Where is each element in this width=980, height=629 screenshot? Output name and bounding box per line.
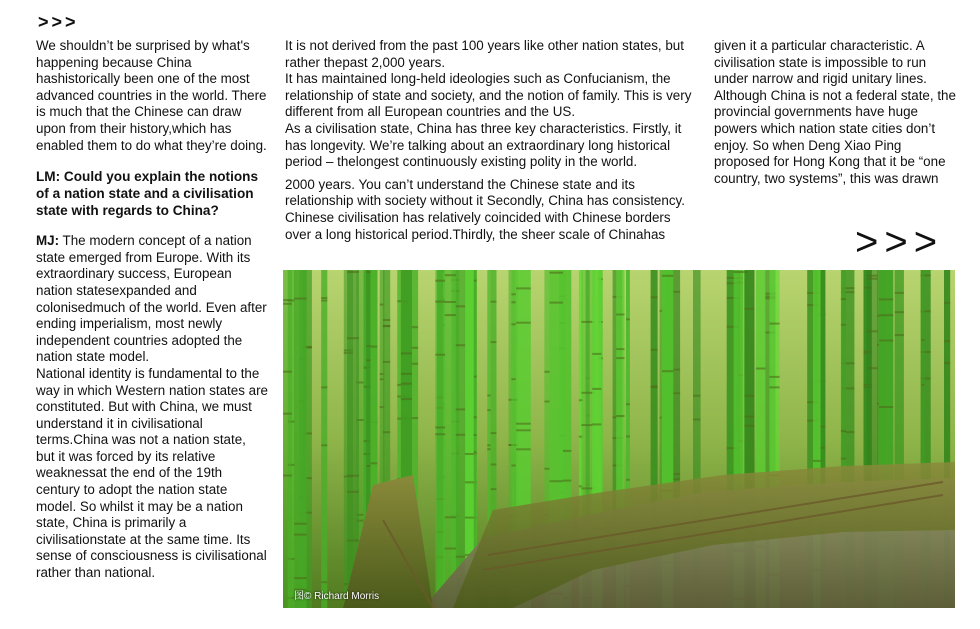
bamboo-node <box>841 324 846 326</box>
bamboo-node <box>366 345 370 347</box>
bamboo-node <box>321 444 327 446</box>
bamboo-node <box>435 433 445 435</box>
bamboo-node <box>474 434 477 436</box>
bamboo-node <box>821 447 826 449</box>
bamboo-node <box>444 548 456 550</box>
bamboo-illustration <box>283 270 955 608</box>
bamboo-node <box>841 298 846 300</box>
bamboo-node <box>662 275 674 277</box>
bamboo-node <box>283 475 292 477</box>
bamboo-node <box>455 434 465 436</box>
bamboo-node <box>516 429 531 431</box>
bamboo-node <box>544 401 549 403</box>
bamboo-node <box>895 334 904 336</box>
bamboo-node <box>455 556 465 558</box>
interview-question: LM: Could you explain the notions of a nation state and a civilisation state with regards to China? <box>36 169 259 219</box>
bamboo-stalk <box>283 270 292 608</box>
bamboo-node <box>366 359 370 361</box>
bamboo-forest-photo <box>283 270 955 608</box>
bamboo-node <box>435 427 445 429</box>
bamboo-stalk <box>321 270 327 608</box>
section-arrow-small: >>> <box>38 12 79 32</box>
column-left <box>36 38 268 582</box>
bamboo-node <box>770 386 780 388</box>
bamboo-node <box>455 344 465 346</box>
bamboo-node <box>651 296 658 298</box>
bamboo-node <box>821 426 826 428</box>
bamboo-node <box>347 271 359 273</box>
bamboo-node <box>383 361 390 363</box>
bamboo-node <box>383 431 390 433</box>
bamboo-stalk <box>294 270 306 608</box>
bamboo-node <box>626 318 630 320</box>
bamboo-node <box>321 300 327 302</box>
bamboo-node <box>474 280 477 282</box>
bamboo-node <box>383 319 390 321</box>
bamboo-node <box>294 534 306 536</box>
bamboo-node <box>895 311 904 313</box>
bamboo-node <box>744 425 754 427</box>
bamboo-node <box>294 577 306 579</box>
bamboo-stalk <box>435 270 445 608</box>
bamboo-node <box>435 301 445 303</box>
answer-text: The modern concept of a nation state emerged from Europe. With its extraordinary success, European nation statesexpanded and colonisedmuch of the world. Even after ending imperialism, most newly independent countries adopted the nation state model. <box>36 233 267 365</box>
bamboo-node <box>370 346 377 348</box>
bamboo-node <box>562 450 571 452</box>
bamboo-node <box>693 395 701 397</box>
bamboo-node <box>879 314 893 316</box>
bamboo-node <box>550 302 564 304</box>
bamboo-node <box>550 480 564 482</box>
bamboo-node <box>744 395 754 397</box>
bamboo-node <box>491 341 497 343</box>
bamboo-node <box>511 323 515 325</box>
bamboo-node <box>867 275 878 277</box>
bamboo-node <box>321 581 327 583</box>
bamboo-node <box>944 362 950 364</box>
bamboo-node <box>592 388 601 390</box>
bamboo-node <box>321 386 327 388</box>
column-right <box>714 38 960 187</box>
national-identity-paragraph: National identity is fundamental to the way in which Western nation states are constituted. But with China, we must understand it in civilisational terms.China was not a nation state, but it was forced by its relative weaknessat the end of the 19th century to adopt the nation state model. So whilst it may be a nation state, China is primarily a civilisationstate at the same time. Its sense of consciousness is civilisational rather than national. <box>36 365 268 581</box>
bamboo-node <box>516 423 531 425</box>
bamboo-node <box>616 348 624 350</box>
bamboo-node <box>879 406 893 408</box>
bamboo-node <box>895 292 904 294</box>
bamboo-node <box>455 305 465 307</box>
bamboo-node <box>651 349 658 351</box>
bamboo-node <box>474 451 477 453</box>
bamboo-node <box>435 280 445 282</box>
bamboo-node <box>592 423 601 425</box>
middle-paragraph-1: It is not derived from the past 100 years like other nation states, but rather thepast 2,000 years. <box>285 38 684 70</box>
bamboo-node <box>626 479 630 481</box>
bamboo-node <box>283 299 292 301</box>
bamboo-node <box>770 323 780 325</box>
bamboo-node <box>487 395 490 397</box>
bamboo-node <box>474 416 477 418</box>
bamboo-node <box>455 408 465 410</box>
bamboo-node <box>662 370 674 372</box>
bamboo-node <box>444 274 456 276</box>
bamboo-node <box>511 378 515 380</box>
bamboo-node <box>474 376 477 378</box>
bamboo-node <box>283 413 292 415</box>
bamboo-node <box>487 444 490 446</box>
bamboo-node <box>491 464 497 466</box>
bamboo-node <box>435 354 445 356</box>
bamboo-node <box>370 462 377 464</box>
bamboo-node <box>366 465 370 467</box>
bamboo-node <box>283 371 292 373</box>
photo-credit: 图© Richard Morris <box>294 591 380 602</box>
bamboo-node <box>550 272 564 274</box>
bamboo-node <box>651 386 658 388</box>
bamboo-node <box>616 357 624 359</box>
bamboo-node <box>944 340 950 342</box>
middle-paragraph-2: It has maintained long-held ideologies such as Confucianism, the relationship of state and society, and the notion of family. This is very different from all European countries and the US. <box>285 71 692 120</box>
bamboo-node <box>867 278 878 280</box>
bamboo-node <box>562 480 571 482</box>
bamboo-node <box>347 337 359 339</box>
bamboo-node <box>592 353 601 355</box>
bamboo-node <box>544 371 549 373</box>
bamboo-node <box>401 373 412 375</box>
middle-paragraph-3: As a civilisation state, China has three key characteristics. Firstly, it has longevity. We’re talking about an extraordinary long historical period – thelongest continuously existing polity in the world. <box>285 120 682 170</box>
bamboo-node <box>616 314 624 316</box>
bamboo-node <box>444 301 456 303</box>
bamboo-node <box>841 430 846 432</box>
bamboo-node <box>756 368 766 370</box>
bamboo-node <box>444 516 456 518</box>
bamboo-node <box>294 523 306 525</box>
bamboo-node <box>401 352 412 354</box>
bamboo-node <box>511 301 515 303</box>
bamboo-node <box>444 314 456 316</box>
bamboo-node <box>383 325 390 327</box>
bamboo-node <box>944 302 950 304</box>
continue-arrow: >>> <box>855 220 944 264</box>
bamboo-node <box>294 298 306 300</box>
bamboo-node <box>879 298 893 300</box>
bamboo-node <box>626 435 630 437</box>
speaker-label: MJ: <box>36 233 60 249</box>
bamboo-node <box>401 398 412 400</box>
bamboo-node <box>516 322 531 324</box>
bamboo-node <box>491 301 497 303</box>
bamboo-node <box>921 339 924 341</box>
bamboo-node <box>347 540 359 542</box>
bamboo-node <box>544 468 549 470</box>
bamboo-node <box>616 415 624 417</box>
middle-paragraph-4: 2000 years. You can’t understand the Chinese state and its relationship with society without it Secondly, China has consistency. Chinese civilisation has relatively coincided with Chinese borders over a long historical period.Thirdly, the sheer scale of Chinahas <box>285 176 685 242</box>
bamboo-node <box>511 293 515 295</box>
bamboo-node <box>491 432 497 434</box>
bamboo-node <box>401 383 412 385</box>
bamboo-node <box>744 308 754 310</box>
right-paragraph-1: given it a particular characteristic. A civilisation state is impossible to run under narrow and rigid unitary lines. Although China is not a federal state, the provincial governments have huge powers which nation state cities don’t enjoy. So when Deng Xiao Ping proposed for Hong Kong that it be “one country, two systems”, this was drawn <box>714 38 956 186</box>
bamboo-node <box>867 330 878 332</box>
bamboo-node <box>879 340 893 342</box>
answer-paragraph <box>36 233 268 366</box>
bamboo-node <box>366 271 370 273</box>
bamboo-node <box>321 297 327 299</box>
bamboo-node <box>626 403 630 405</box>
bamboo-node <box>770 376 780 378</box>
bamboo-node <box>511 465 515 467</box>
bamboo-stalk <box>444 270 456 608</box>
bamboo-node <box>516 287 531 289</box>
bamboo-node <box>867 367 878 369</box>
bamboo-node <box>347 475 359 477</box>
bamboo-node <box>744 416 754 418</box>
bamboo-node <box>347 491 359 493</box>
bamboo-node <box>516 448 531 450</box>
bamboo-node <box>841 458 846 460</box>
bamboo-node <box>693 419 701 421</box>
bamboo-node <box>491 488 497 490</box>
bamboo-node <box>487 409 490 411</box>
bamboo-node <box>921 384 924 386</box>
column-middle <box>285 38 700 243</box>
intro-paragraph: We shouldn’t be surprised by what's happening because China hashistorically been one of the most advanced countries in the world. There is much that the Chinese can draw upon from their history,which has enabled them to do what they’re doing. <box>36 38 267 153</box>
bamboo-node <box>487 448 490 450</box>
bamboo-node <box>283 303 292 305</box>
